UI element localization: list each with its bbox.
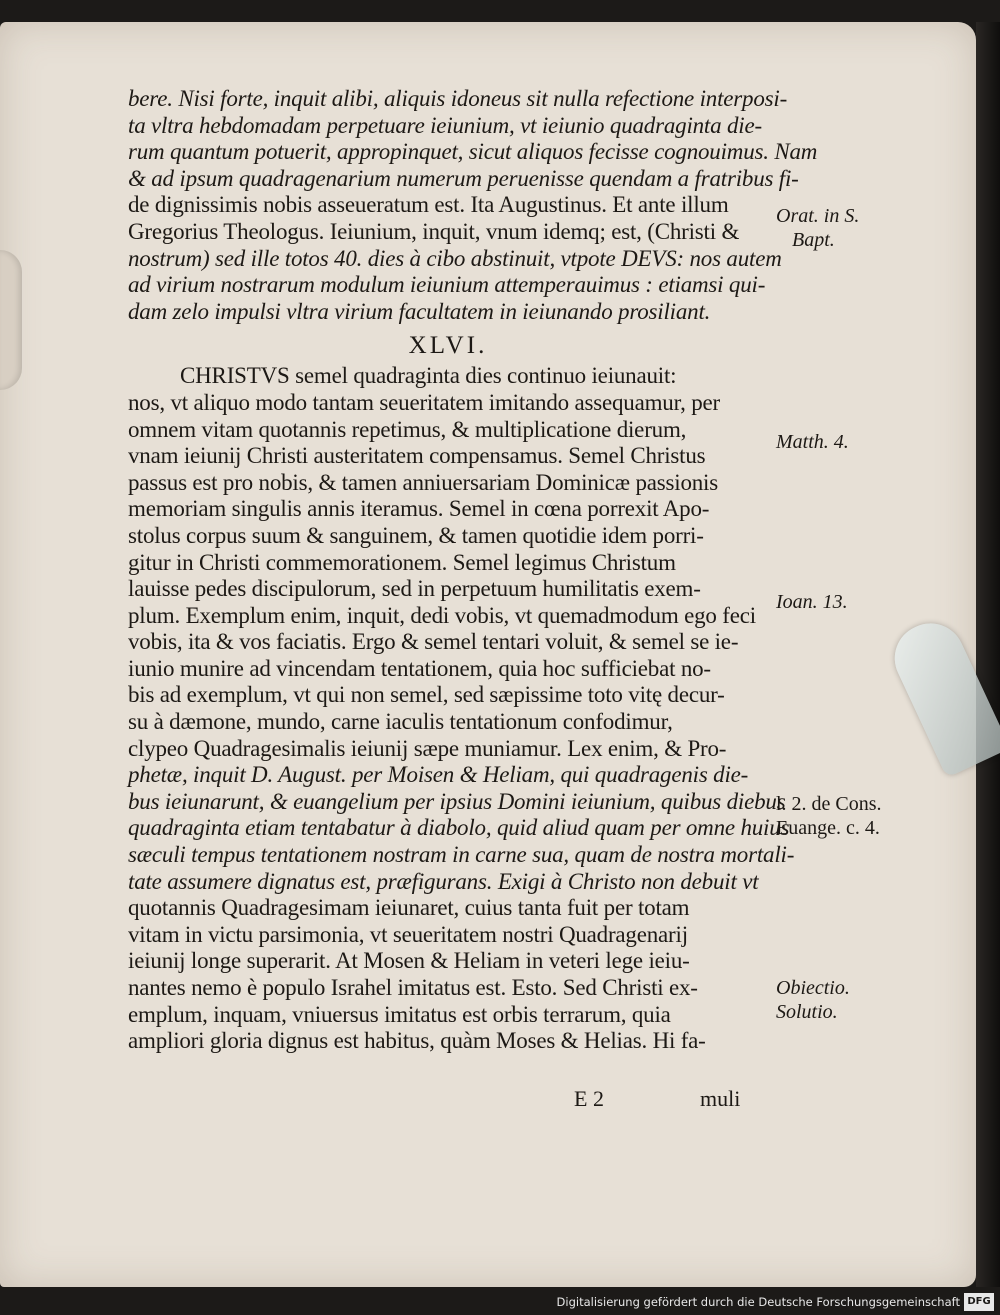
margin-note-line: Orat. in S. xyxy=(776,205,860,227)
text-line: memoriam singulis annis iteramus. Semel in cœna porrexit Apo- xyxy=(128,496,710,522)
text-line: vnam ieiunij Christi austeritatem compensamus. Semel Christus xyxy=(128,443,706,469)
section-paragraph xyxy=(128,363,795,1054)
margin-note-line: Solutio. xyxy=(776,1001,838,1023)
text-line: dam zelo impulsi vltra virium facultatem in ieiunando prosiliant. xyxy=(128,298,711,324)
margin-note-orat xyxy=(776,204,859,252)
margin-note-line: Matth. 4. xyxy=(776,431,849,453)
footer-credit: Digitalisierung gefördert durch die Deutsche Forschungsgemeinschaft xyxy=(556,1295,960,1309)
signature-mark: E 2 xyxy=(574,1086,604,1111)
text-line: su à dæmone, mundo, carne iaculis tentationum confodimur, xyxy=(128,709,673,735)
text-line: plum. Exemplum enim, inquit, dedi vobis, vt quemadmodum ego feci xyxy=(128,602,756,628)
margin-note-line: Obiectio. xyxy=(776,977,850,999)
text-line: ad virium nostrarum modulum ieiunium attemperauimus : etiamsi qui- xyxy=(128,272,766,298)
text-line: sæculi tempus tentationem nostram in carne sua, quam de nostra mortali- xyxy=(128,842,795,868)
text-line: vitam in victu parsimonia, vt seueritatem nostri Quadragenarij xyxy=(128,921,688,947)
text-line: gitur in Christi commemorationem. Semel legimus Christum xyxy=(128,549,676,575)
margin-note-ioan xyxy=(776,590,848,614)
text-line: bis ad exemplum, vt qui non semel, sed sæpissime toto vitę decur- xyxy=(128,682,725,708)
text-line: ta vltra hebdomadam perpetuare ieiunium, vt ieiunio quadraginta die- xyxy=(128,112,762,138)
margin-note-line: l. 2. de Cons. xyxy=(776,793,882,815)
margin-note-cons xyxy=(776,792,882,840)
page-edge xyxy=(976,22,1000,1287)
footer-bar xyxy=(0,1287,1000,1315)
margin-note-matth xyxy=(776,430,849,454)
dfg-logo: DFG xyxy=(964,1293,994,1311)
text-line: nostrum) sed ille totos 40. dies à cibo abstinuit, vtpote DEVS: nos autem xyxy=(128,245,782,271)
section-heading: XLVI. xyxy=(408,332,488,360)
text-line: tate assumere dignatus est, præfigurans. Exigi à Christo non debuit vt xyxy=(128,868,759,894)
text-line: passus est pro nobis, & tamen anniuersariam Dominicæ passionis xyxy=(128,469,718,495)
text-line: ieiunij longe superarit. At Mosen & Heliam in veteri lege ieiu- xyxy=(128,948,690,974)
text-line: bere. Nisi forte, inquit alibi, aliquis idoneus sit nulla refectione interposi- xyxy=(128,86,788,111)
text-line: phetæ, inquit D. August. per Moisen & Heliam, qui quadragenis die- xyxy=(128,762,749,788)
text-line: bus ieiunarunt, & euangelium per ipsius Domini ieiunium, quibus diebus xyxy=(128,788,786,814)
margin-note-line: Euange. c. 4. xyxy=(776,817,880,839)
catchword: muli xyxy=(700,1086,741,1111)
text-line: ampliori gloria dignus est habitus, quàm Moses & Helias. Hi fa- xyxy=(128,1028,706,1054)
text-line: & ad ipsum quadragenarium numerum peruenisse quendam a fratribus fi- xyxy=(128,165,799,191)
text-line: de dignissimis nobis asseueratum est. Ita Augustinus. Et ante illum xyxy=(128,192,729,218)
text-line: iunio munire ad vincendam tentationem, quia hoc sufficiebat no- xyxy=(128,655,711,681)
margin-note-line: Ioan. 13. xyxy=(776,591,848,613)
text-line: lauisse pedes discipulorum, sed in perpetuum humilitatis exem- xyxy=(128,576,701,602)
text-line: quotannis Quadragesimam ieiunaret, cuius tanta fuit per totam xyxy=(128,895,690,921)
margin-note-line: Bapt. xyxy=(792,229,835,251)
margin-note-obiectio xyxy=(776,976,850,1024)
text-line: clypeo Quadragesimalis ieiunij sæpe muniamur. Lex enim, & Pro- xyxy=(128,735,727,761)
text-line: omnem vitam quotannis repetimus, & multiplicatione dierum, xyxy=(128,416,687,442)
text-line: Gregorius Theologus. Ieiunium, inquit, vnum idemq; est, (Christi & xyxy=(128,218,740,244)
text-line: nantes nemo è populo Israhel imitatus est. Esto. Sed Christi ex- xyxy=(128,975,698,1000)
text-line: nos, vt aliquo modo tantam seueritatem imitando assequamur, per xyxy=(128,389,721,415)
text-line: CHRISTVS semel quadraginta dies continuo ieiunauit: xyxy=(180,363,677,389)
text-line: stolus corpus suum & sanguinem, & tamen quotidie idem porri- xyxy=(128,522,704,548)
torn-page-edge xyxy=(0,250,22,390)
text-line: emplum, inquam, vniuersus imitatus est orbis terrarum, quia xyxy=(128,1001,671,1027)
text-line: vobis, ita & vos faciatis. Ergo & semel tentari voluit, & semel se ie- xyxy=(128,629,739,655)
text-line: rum quantum potuerit, appropinquet, sicut aliquos fecisse cognouimus. Nam xyxy=(128,139,818,165)
text-line: quadraginta etiam tentabatur à diabolo, quid aliud quam per omne huius xyxy=(128,815,790,841)
